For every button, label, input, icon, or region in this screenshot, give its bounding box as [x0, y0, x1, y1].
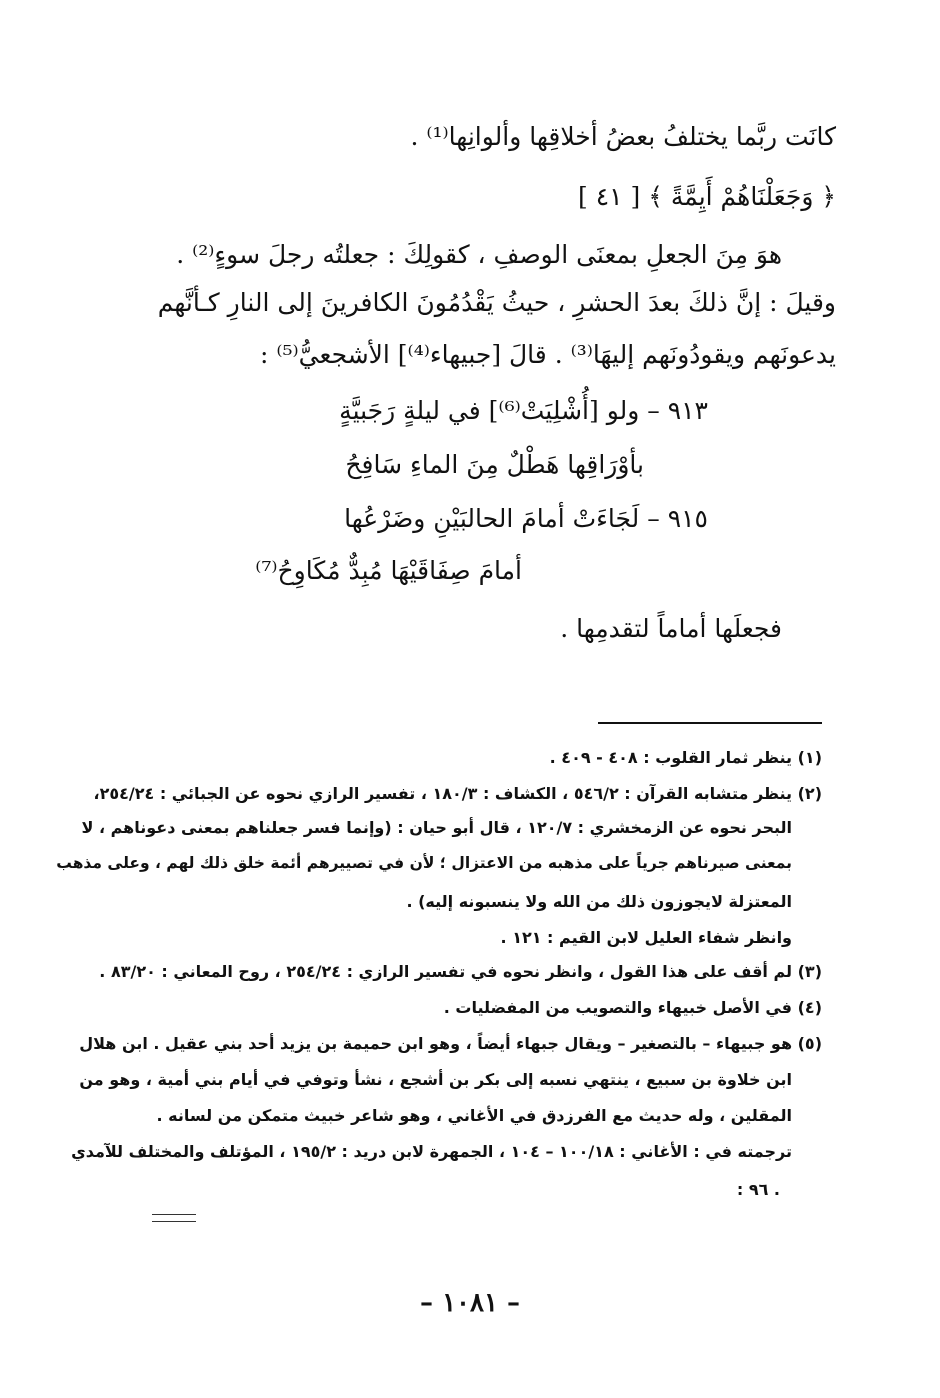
footnote-5-continued-4: : ٩٦ . — [736, 1180, 780, 1199]
footnote-2-continued-1: البحر نحوه عن الزمخشري : ١٢٠/٧ ، قال أبو حيان : (وإنما فسر جعلناهم بمعنى دعوناهم ، لا — [81, 818, 792, 837]
verse-913-first-hemistich: ٩١٣ – ولو [أُشْلِيَتْ⁽⁶⁾] في ليلةٍ رَجَبيَّةٍ — [339, 396, 708, 425]
footnote-separator — [598, 722, 822, 724]
closing-text: فجعلَها أماماً لتقدمِها . — [560, 614, 782, 643]
footnote-5-continued-2: المقلين ، وله حديث مع الفرزدق في الأغاني ، وهو شاعر خبيث متمكن من لسانه . — [156, 1106, 792, 1125]
footnote-1: (١) ينظر ثمار القلوب : ٤٠٨ - ٤٠٩ . — [549, 748, 822, 767]
quran-verse-line: ﴿ وَجَعَلْنَاهُمْ أَيِمَّةً ﴾ [ ٤١ ] — [578, 182, 836, 211]
footnote-4: (٤) في الأصل خبيهاء والتصويب من المفضليات . — [443, 998, 822, 1017]
footnote-2-continued-2: بمعنى صيرناهم جرياً على مذهبه من الاعتزال ؛ لأن في تصييرهم أئمة خلق ذلك لهم ، وعلى مذهب — [56, 854, 792, 872]
footnote-3: (٣) لم أقف على هذا القول ، وانظر نحوه في تفسير الرازي : ٢٥٤/٢٤ ، روح المعاني : ٨٣/٢٠ . — [99, 962, 822, 981]
verse-913-second-hemistich: بأوْرَاقِها هَطْلٌ مِنَ الماءِ سَافِحُ — [345, 450, 644, 479]
main-text-line-5: يدعونَهم ويقودُونَهم إليهَا⁽³⁾ . قالَ [جبيهاء⁽⁴⁾] الأشجعيُّ⁽⁵⁾ : — [259, 340, 836, 369]
footnote-2: (٢) ينظر متشابه القرآن : ٥٤٦/٢ ، الكشاف : ١٨٠/٣ ، تفسير الرازي نحوه عن الجبائي : ٢٥٤/٢٤، — [93, 784, 822, 803]
main-text-line-1: كانَت ربَّما يختلفُ بعضُ أخلاقِها وألوانِها⁽¹⁾ . — [410, 122, 836, 151]
verse-915-first-hemistich: ٩١٥ – لَجَاءَتْ أمامَ الحالبَيْنِ وضَرْعُها — [344, 504, 708, 533]
verse-915-second-hemistich: أمامَ صِفَاقَيْهَا مُبِدٌّ مُكَاوِحُ⁽⁷⁾ — [255, 556, 522, 585]
footnote-5: (٥) هو جبيهاء – بالتصغير – ويقال جبهاء أيضاً ، وهو ابن حميمة بن يزيد أحد بني عقيل . ابن هلال — [79, 1034, 822, 1053]
main-text-line-3: هوَ مِنَ الجعلِ بمعنَى الوصفِ ، كقولِكَ : جعلتُه رجلَ سوءٍ⁽²⁾ . — [176, 240, 782, 269]
decorative-double-rule — [152, 1214, 196, 1222]
main-text-line-4: وقيلَ : إنَّ ذلكَ بعدَ الحشرِ ، حيثُ يَقْدُمُونَ الكافرينَ إلى النارِ كـأنَّهم — [157, 288, 836, 317]
page-number: – ١٠٨١ – — [420, 1288, 520, 1318]
footnote-5-continued-3: ترجمته في : الأغاني : ١٠٠/١٨ – ١٠٤ ، الجمهرة لابن دريد : ١٩٥/٢ ، المؤتلف والمختلف للآمدي — [71, 1142, 792, 1161]
footnote-2-continued-4: وانظر شفاء العليل لابن القيم : ١٢١ . — [500, 928, 792, 947]
footnote-2-continued-3: المعتزلة لايجوزون ذلك من الله ولا ينسبونه إليه) . — [406, 892, 792, 911]
footnote-5-continued-1: ابن خلاوة بن سبيع ، ينتهي نسبه إلى بكر بن أشجع ، نشأ وتوفي في أيام بني أمية ، وهو من — [79, 1070, 792, 1089]
